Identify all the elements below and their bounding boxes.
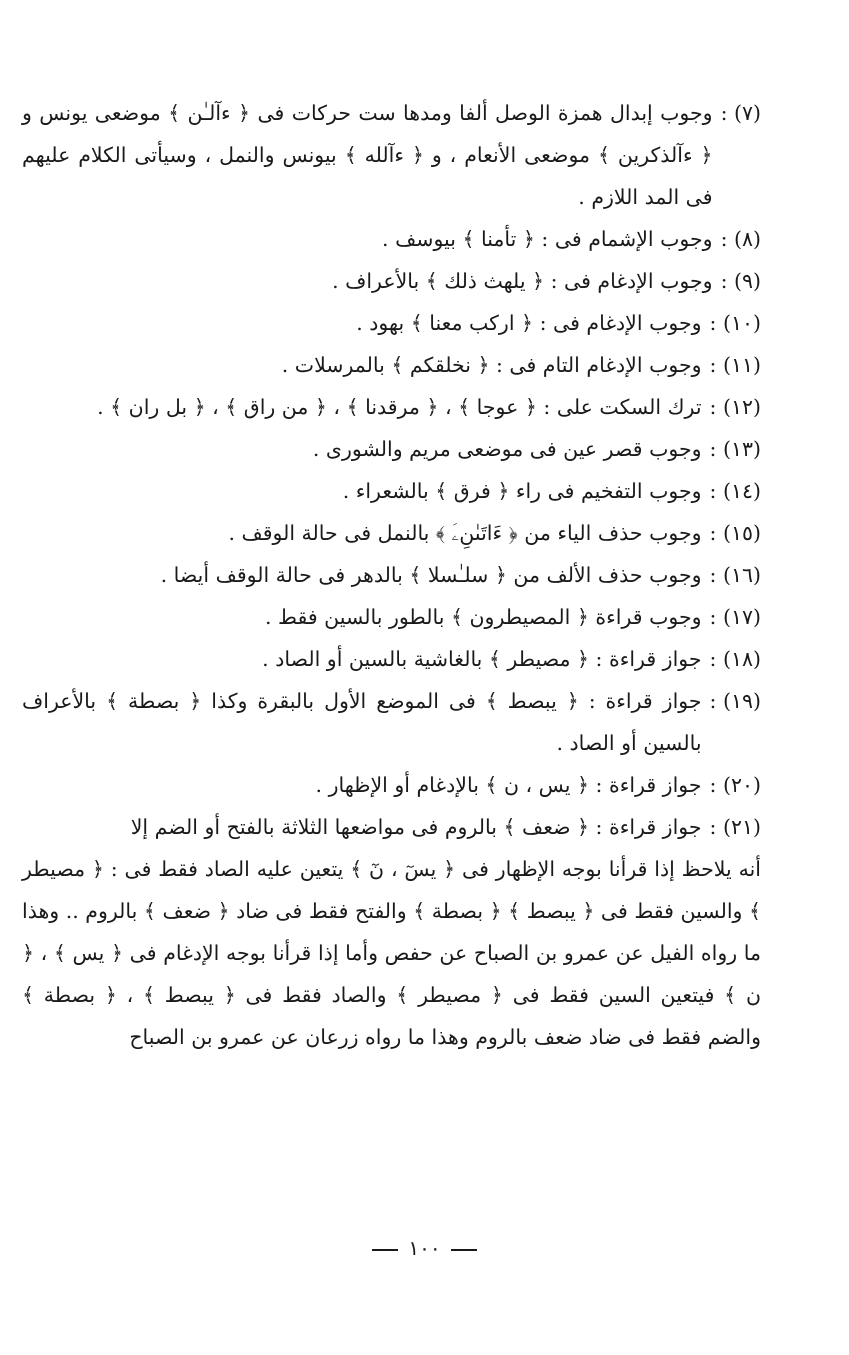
list-item xyxy=(22,554,761,596)
item-text: جواز قراءة : ﴿ مصيطر ﴾ بالغاشية بالسين أو الصاد . xyxy=(262,647,702,671)
item-number: (٧) : xyxy=(720,101,761,125)
item-number: (١٦) : xyxy=(709,563,761,587)
page-footer xyxy=(0,1236,849,1260)
list-item xyxy=(22,302,761,344)
item-number: (١٣) : xyxy=(709,437,761,461)
list-item xyxy=(22,806,761,848)
list-item xyxy=(22,344,761,386)
item-text: وجوب التفخيم فى راء ﴿ فرق ﴾ بالشعراء . xyxy=(342,479,702,503)
item-text: وجوب إبدال همزة الوصل ألفا ومدها ست حركات فى ﴿ ءآلـٰن ﴾ موضعى يونس و ﴿ ءآلذكرين ﴾ موضعى الأنعام ، و ﴿ ءآلله ﴾ بيونس والنمل ، وسيأتى الكلام عليهم فى المد اللازم . xyxy=(22,101,713,209)
item-text: وجوب قصر عين فى موضعى مريم والشورى . xyxy=(312,437,702,461)
list-item xyxy=(22,428,761,470)
page-body xyxy=(22,92,761,1058)
item-text: جواز قراءة : ﴿ يس ، ن ﴾ بالإدغام أو الإظهار . xyxy=(315,773,702,797)
list-item xyxy=(22,764,761,806)
footer-dash-left xyxy=(372,1249,398,1251)
list-item xyxy=(22,92,761,218)
item-text: وجوب حذف الألف من ﴿ سلـٰسلا ﴾ بالدهر فى حالة الوقف أيضا . xyxy=(160,563,702,587)
item-number: (١٨) : xyxy=(709,647,761,671)
item-text: جواز قراءة : ﴿ ضعف ﴾ بالروم فى مواضعها الثلاثة بالفتح أو الضم إلا xyxy=(130,815,702,839)
list-item xyxy=(22,638,761,680)
page-number: ١٠٠ xyxy=(408,1236,441,1260)
item-number: (١٤) : xyxy=(709,479,761,503)
item-number: (١٠) : xyxy=(709,311,761,335)
continuation-paragraph: أنه يلاحظ إذا قرأنا بوجه الإظهار فى ﴿ يسٓ ، نٓ ﴾ يتعين عليه الصاد فقط فى : ﴿ مصيطر ﴾ والسين فقط فى ﴿ يبصط ﴾ ﴿ بصطة ﴾ والفتح فقط فى ضاد ﴿ ضعف ﴾ بالروم .. وهذا ما رواه الفيل عن عمرو بن الصباح عن حفص وأما إذا قرأنا بوجه الإدغام فى ﴿ يس ﴾ ، ﴿ ن ﴾ فيتعين السين فقط فى ﴿ مصيطر ﴾ والصاد فقط فى ﴿ يبصط ﴾ ، ﴿ بصطة ﴾ والضم فقط فى ضاد ضعف بالروم وهذا ما رواه زرعان عن عمرو بن الصباح xyxy=(22,857,761,1049)
item-number: (١١) : xyxy=(709,353,761,377)
item-text: وجوب الإدغام التام فى : ﴿ نخلقكم ﴾ بالمرسلات . xyxy=(281,353,702,377)
item-number: (٩) : xyxy=(720,269,761,293)
item-number: (٢٠) : xyxy=(709,773,761,797)
list-item xyxy=(22,218,761,260)
item-number: (١٥) : xyxy=(709,521,761,545)
list-item xyxy=(22,260,761,302)
item-text: وجوب قراءة ﴿ المصيطرون ﴾ بالطور بالسين فقط . xyxy=(264,605,702,629)
footer-dash-right xyxy=(451,1249,477,1251)
item-text: وجوب حذف الياء من ﴿ ءَاتَىٰنِۦَ ﴾ بالنمل فى حالة الوقف . xyxy=(228,521,702,545)
item-number: (١٩) : xyxy=(709,689,761,713)
list-item xyxy=(22,470,761,512)
list-item xyxy=(22,596,761,638)
item-text: وجوب الإدغام فى : ﴿ اركب معنا ﴾ بهود . xyxy=(356,311,702,335)
list-item xyxy=(22,386,761,428)
list-item xyxy=(22,680,761,764)
item-number: (١٢) : xyxy=(709,395,761,419)
item-number: (١٧) : xyxy=(709,605,761,629)
item-text: جواز قراءة : ﴿ يبصط ﴾ فى الموضع الأول بالبقرة وكذا ﴿ بصطة ﴾ بالأعراف بالسين أو الصاد . xyxy=(22,689,702,755)
item-text: وجوب الإدغام فى : ﴿ يلهث ذلك ﴾ بالأعراف . xyxy=(332,269,713,293)
item-number: (٢١) : xyxy=(709,815,761,839)
item-text: ترك السكت على : ﴿ عوجا ﴾ ، ﴿ مرقدنا ﴾ ، ﴿ من راق ﴾ ، ﴿ بل ران ﴾ . xyxy=(97,395,702,419)
item-text: وجوب الإشمام فى : ﴿ تأمنا ﴾ بيوسف . xyxy=(382,227,713,251)
list-item xyxy=(22,512,761,554)
item-number: (٨) : xyxy=(720,227,761,251)
